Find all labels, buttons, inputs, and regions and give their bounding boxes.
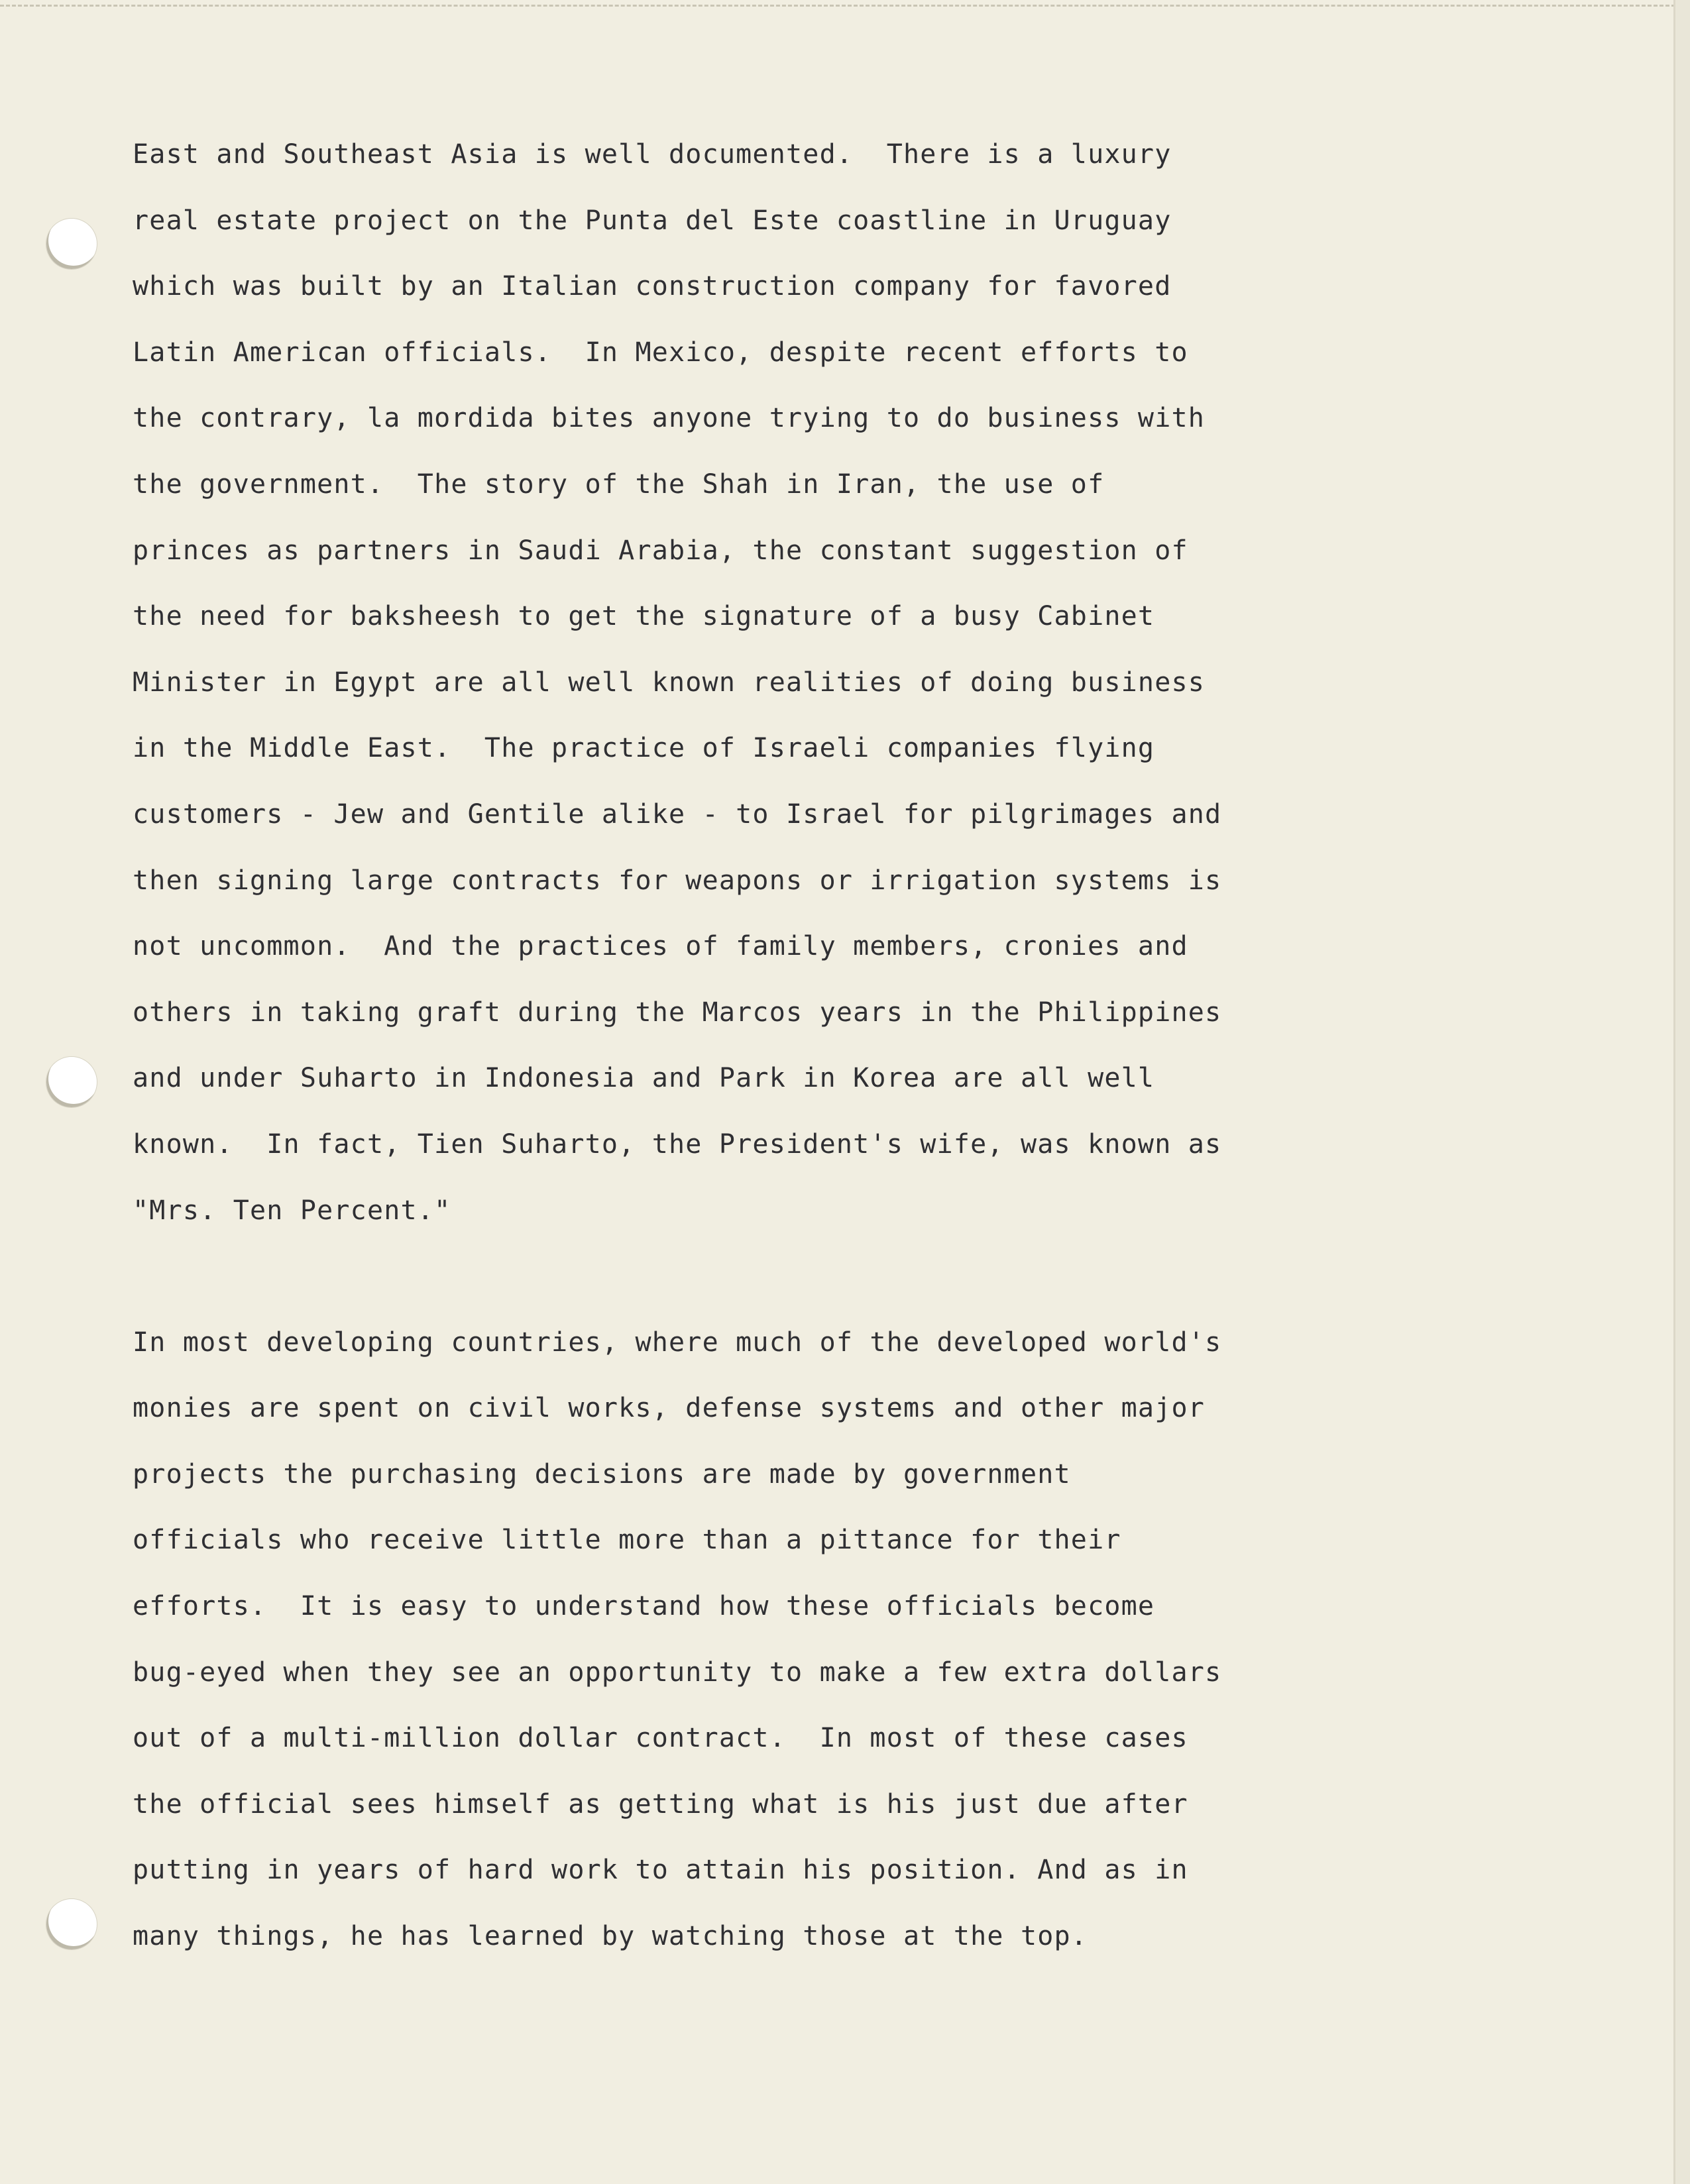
text-line: which was built by an Italian construction company for favored (133, 271, 1172, 302)
text-line: In most developing countries, where much of the developed world's (133, 1327, 1222, 1358)
perforated-top-edge (0, 0, 1675, 7)
text-line: efforts. It is easy to understand how these officials become (133, 1591, 1155, 1622)
text-line: customers - Jew and Gentile alike - to Israel for pilgrimages and (133, 798, 1222, 830)
text-line: bug-eyed when they see an opportunity to make a few extra dollars (133, 1657, 1222, 1688)
text-line: many things, he has learned by watching those at the top. (133, 1921, 1088, 1952)
text-line: East and Southeast Asia is well documented. There is a luxury (133, 139, 1172, 170)
text-line: the contrary, la mordida bites anyone trying to do business with (133, 403, 1206, 434)
text-line: princes as partners in Saudi Arabia, the constant suggestion of (133, 535, 1188, 566)
text-line: others in taking graft during the Marcos years in the Philippines (133, 997, 1222, 1028)
text-line: putting in years of hard work to attain his position. And as in (133, 1855, 1188, 1886)
text-line: "Mrs. Ten Percent." (133, 1195, 451, 1226)
punch-hole (46, 1899, 97, 1949)
text-line: then signing large contracts for weapons or irrigation systems is (133, 865, 1222, 896)
text-line: the government. The story of the Shah in Iran, the use of (133, 468, 1105, 500)
text-line: known. In fact, Tien Suharto, the President's wife, was known as (133, 1128, 1222, 1160)
text-line: monies are spent on civil works, defense systems and other major (133, 1393, 1206, 1424)
text-line: out of a multi-million dollar contract. In most of these cases (133, 1723, 1188, 1754)
paragraph-2 (133, 1310, 1617, 1970)
text-line: officials who receive little more than a pittance for their (133, 1525, 1121, 1556)
punch-hole (46, 1057, 97, 1107)
text-line: Minister in Egypt are all well known realities of doing business (133, 667, 1206, 698)
text-line: not uncommon. And the practices of family members, cronies and (133, 931, 1188, 962)
paragraph-1 (133, 122, 1617, 1244)
text-line: the need for baksheesh to get the signature of a busy Cabinet (133, 601, 1155, 632)
text-line: projects the purchasing decisions are made by government (133, 1458, 1071, 1490)
paragraph-spacer (133, 1244, 1617, 1310)
text-line: in the Middle East. The practice of Israeli companies flying (133, 733, 1155, 764)
text-line: Latin American officials. In Mexico, despite recent efforts to (133, 337, 1188, 368)
text-line: the official sees himself as getting what is his just due after (133, 1788, 1188, 1820)
document-body (133, 122, 1617, 1970)
punch-hole (46, 219, 97, 269)
text-line: and under Suharto in Indonesia and Park in Korea are all well (133, 1063, 1155, 1094)
text-line: real estate project on the Punta del Este coastline in Uruguay (133, 205, 1172, 236)
